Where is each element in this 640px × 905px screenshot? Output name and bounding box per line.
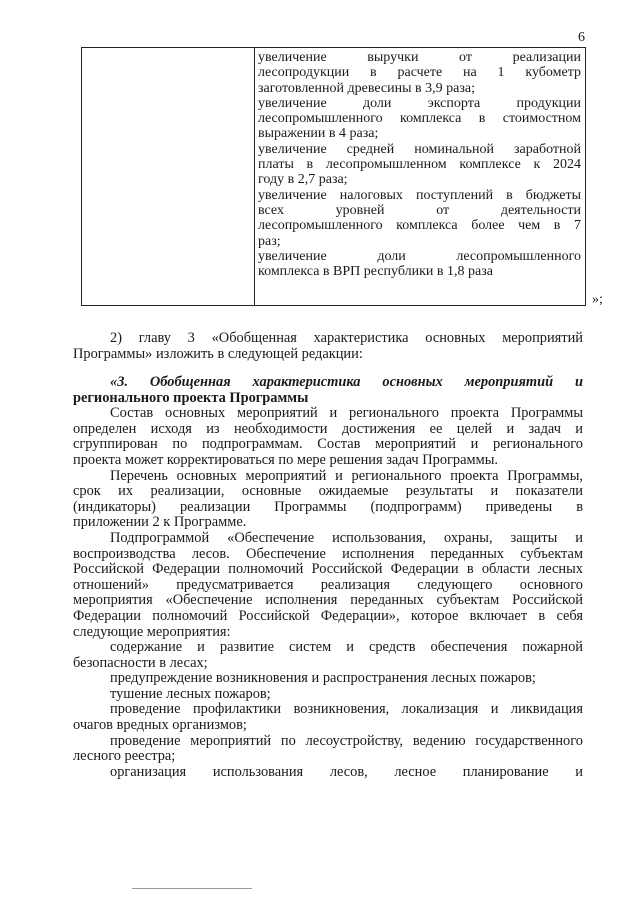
paragraph-line: предупреждение возникновения и распространения лесных пожаров; <box>110 670 536 687</box>
paragraph-line: следующие мероприятия: <box>73 623 231 640</box>
table-left-cell <box>82 48 255 305</box>
paragraph-line: содержание и развитие систем и средств обеспечения пожарной <box>110 639 583 656</box>
table-line: году в 2,7 раза; <box>258 172 348 188</box>
paragraph-line: тушение лесных пожаров; <box>110 685 271 702</box>
amendment-text <box>73 331 583 362</box>
page-number: 6 <box>578 30 585 45</box>
table-line: увеличение средней номинальной заработной <box>258 141 581 157</box>
table-line: увеличение доли экспорта продукции <box>258 95 581 111</box>
paragraph-line: лесного реестра; <box>73 748 176 765</box>
paragraph-line: мероприятия «Обеспечение исполнения переданных субъектам Российской <box>73 592 583 609</box>
amendment-line: Программы» изложить в следующей редакции: <box>73 345 363 362</box>
paragraph-line: безопасности в лесах; <box>73 654 208 671</box>
section-heading: «3. Обобщенная характеристика основных мероприятий и <box>110 374 583 390</box>
table-line: комплекса в ВРП республики в 1,8 раза <box>258 264 493 280</box>
table-line: лесопромышленного комплекса в стоимостном <box>258 111 581 127</box>
section-heading: регионального проекта Программы <box>73 389 309 406</box>
paragraph-line: проекта может корректироваться по мере решения задач Программы. <box>73 451 498 468</box>
table-line: всех уровней от деятельности <box>258 202 581 218</box>
paragraph-line: воспроизводства лесов. Обеспечение исполнения переданных субъектам <box>73 545 583 562</box>
table-line: раз; <box>258 233 281 249</box>
paragraph-line: Федерации полномочий Российской Федерации», которое включает в себя <box>73 607 583 624</box>
paragraph-line: приложении 2 к Программе. <box>73 514 247 531</box>
table-line: лесопродукции в расчете на 1 кубометр <box>258 65 581 81</box>
paragraph-line: сгруппирован по подпрограммам. Состав мероприятий и регионального <box>73 436 583 453</box>
table-line: увеличение налоговых поступлений в бюджеты <box>258 187 581 203</box>
table-closing-quote: »; <box>592 292 603 307</box>
paragraph-line: организация использования лесов, лесное планирование и <box>110 763 583 780</box>
paragraph-line: Подпрограммой «Обеспечение использования, охраны, защиты и <box>110 529 583 546</box>
paragraph-line: проведение профилактики возникновения, локализация и ликвидация <box>110 701 583 718</box>
table-line: выражении в 4 раза; <box>258 126 379 142</box>
scan-artifact <box>132 888 252 889</box>
paragraph-line: (индикаторы) реализации Программы (подпрограмм) приведены в <box>73 498 583 515</box>
table-right-cell <box>258 50 581 279</box>
section-3 <box>73 375 583 780</box>
table-line: заготовленной древесины в 3,9 раза; <box>258 80 475 96</box>
paragraph-line: Российской Федерации полномочий Российской Федерации в области лесных <box>73 561 583 578</box>
table-line: увеличение выручки от реализации <box>258 50 581 65</box>
paragraph-line: срок их реализации, основные ожидаемые результаты и показатели <box>73 483 583 500</box>
table-line: лесопромышленного комплекса более чем в 7 <box>258 218 581 234</box>
paragraph-line: проведение мероприятий по лесоустройству, ведению государственного <box>110 732 583 749</box>
amendment-line: 2) главу 3 «Обобщенная характеристика основных мероприятий <box>110 330 583 346</box>
table-line: платы в лесопромышленном комплексе к 2024 <box>258 157 581 173</box>
paragraph-line: отношений» предусматривается реализация следующего основного <box>73 576 583 593</box>
results-table <box>81 47 586 306</box>
paragraph-line: Перечень основных мероприятий и регионального проекта Программы, <box>110 467 583 484</box>
paragraph-line: определен исходя из необходимости достижения ее целей и задач и <box>73 420 583 437</box>
paragraph-line: Состав основных мероприятий и регионального проекта Программы <box>110 405 583 422</box>
paragraph-line: очагов вредных организмов; <box>73 717 247 734</box>
table-line: увеличение доли лесопромышленного <box>258 248 581 264</box>
